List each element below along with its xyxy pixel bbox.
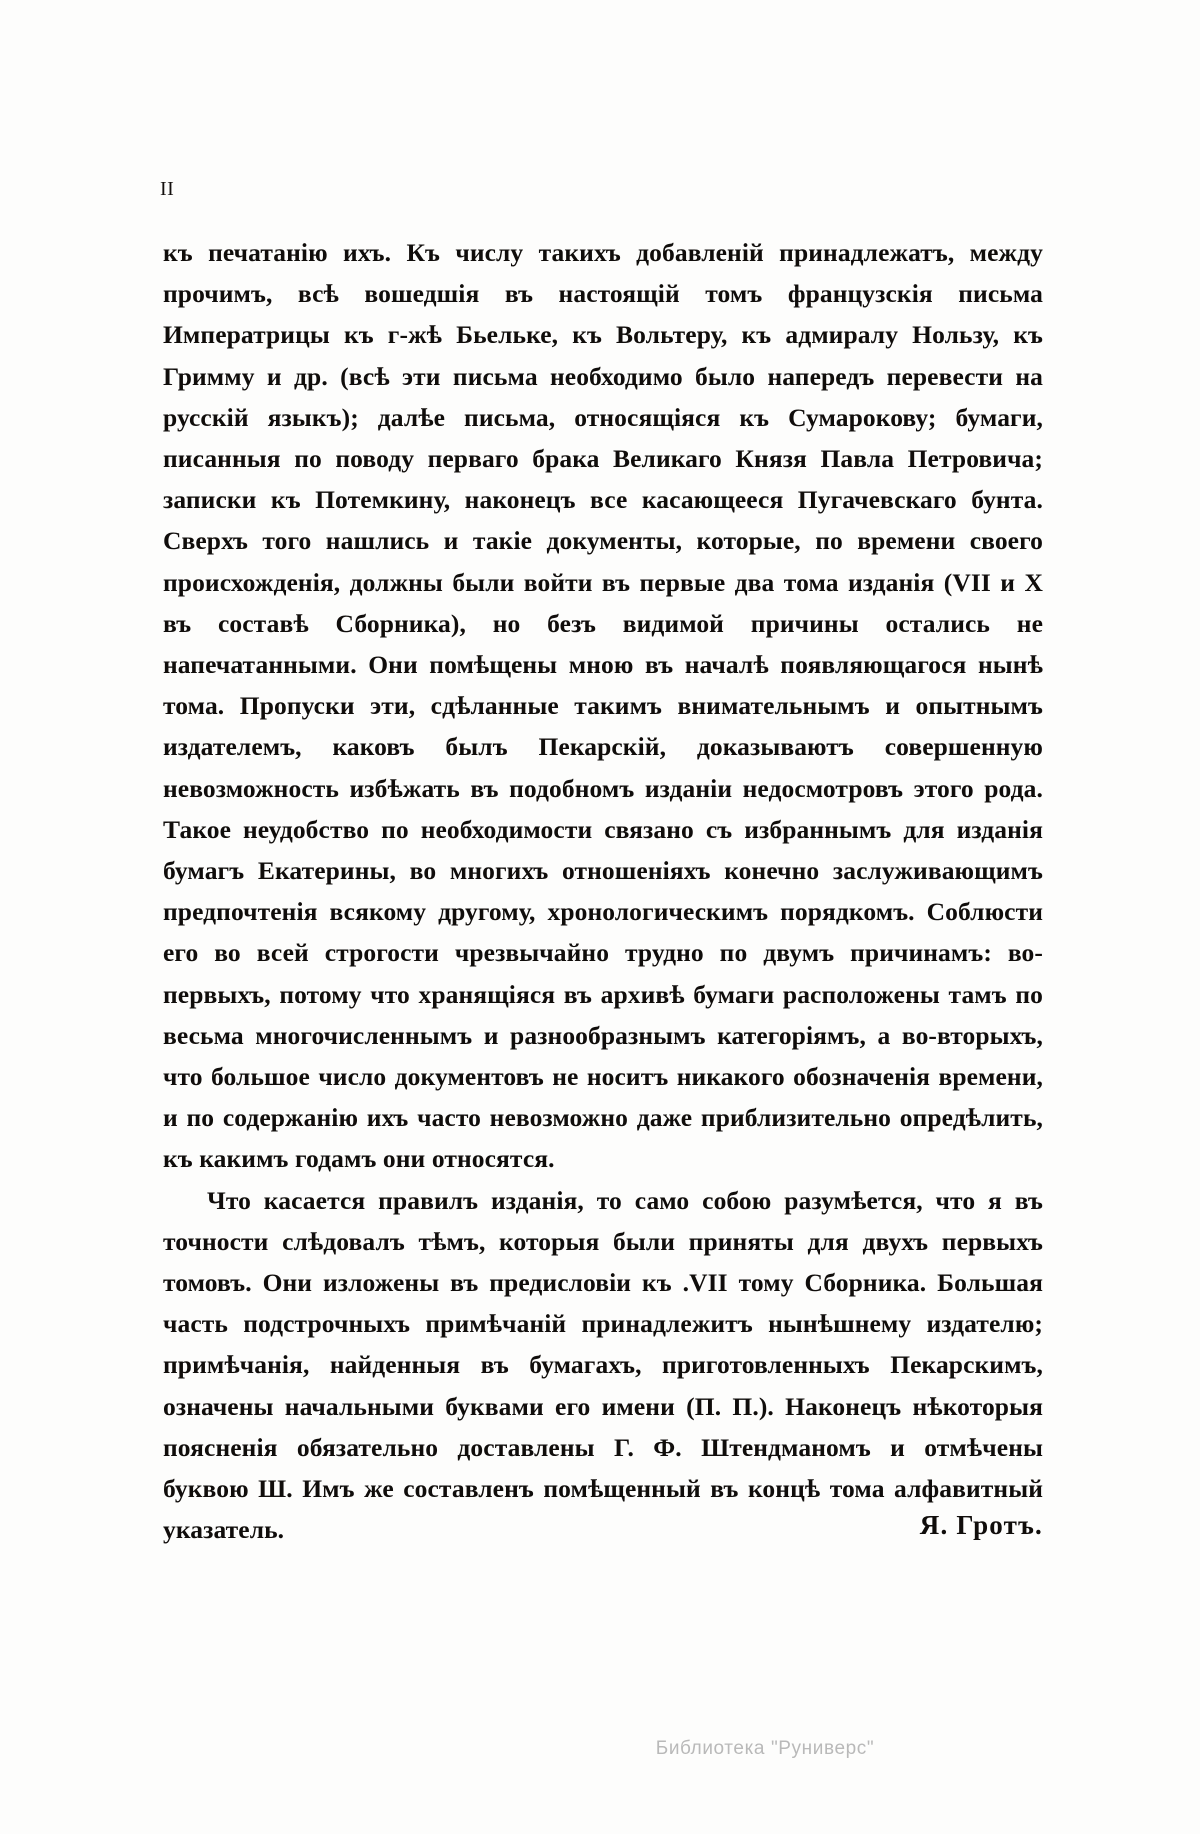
library-watermark: Библиотека "Руниверс" [655,1738,875,1759]
paragraph-2: Что касается правилъ изданія, то само собою разумѣется, что я въ точности слѣдовалъ тѣмъ, которыя были приняты для двухъ первыхъ томовъ. Они изложены въ предисловіи къ .VII тому Сборника. Большая часть подстрочныхъ примѣчаній принадлежитъ нынѣшнему издателю; примѣчанія, найденныя въ бумагахъ, приготовленныхъ Пекарскимъ, означены начальными буквами его имени (П. П.). Наконецъ нѣкоторыя поясненія обязательно доставлены Г. Ф. Штендманомъ и отмѣчены буквою Ш. Имъ же составленъ помѣщенный въ концѣ тома алфавитный указатель. [163,1185,1043,1545]
body-text [163,232,1043,1551]
author-signature: Я. Гротъ. [919,1510,1043,1540]
paragraph-1: къ печатанію ихъ. Къ числу такихъ добавленій принадлежатъ, между прочимъ, всѣ вошедшія въ настоящій томъ французскія письма Императрицы къ г-жѣ Бьельке, къ Вольтеру, къ адмиралу Нользу, къ Гримму и др. (всѣ эти письма необходимо было напередъ перевести на русскій языкъ); далѣе письма, относящіяся къ Сумарокову; бумаги, писанныя по поводу перваго брака Великаго Князя Павла Петровича; записки къ Потемкину, наконецъ все касающееся Пугачевскаго бунта. Сверхъ того нашлись и такіе документы, которые, по времени своего происхожденія, должны были войти въ первые два тома изданія (VII и X въ составѣ Сборника), но безъ видимой причины остались не напечатанными. Они помѣщены мною въ началѣ появляющагося нынѣ тома. Пропуски эти, сдѣланные такимъ внимательнымъ и опытнымъ издателемъ, каковъ былъ Пекарскій, доказываютъ совершенную невозможность избѣжать въ подобномъ изданіи недосмотровъ этого рода. Такое неудобство по необходимости связано съ избраннымъ для изданія бумагъ Екатерины, во многихъ отношеніяхъ конечно заслуживающимъ предпочтенія всякому другому, хронологическимъ порядкомъ. Соблюсти его во всей строгости чрезвычайно трудно по двумъ причинамъ: во-первыхъ, потому что хранящіяся въ архивѣ бумаги расположены тамъ по весьма многочисленнымъ и разнообразнымъ категоріямъ, а во-вторыхъ, что большое число документовъ не носитъ никакого обозначенія времени, и по содержанію ихъ часто невозможно даже приблизительно опредѣлить, къ какимъ годамъ они относятся. [163,238,1043,1174]
page-number: II [160,178,175,200]
